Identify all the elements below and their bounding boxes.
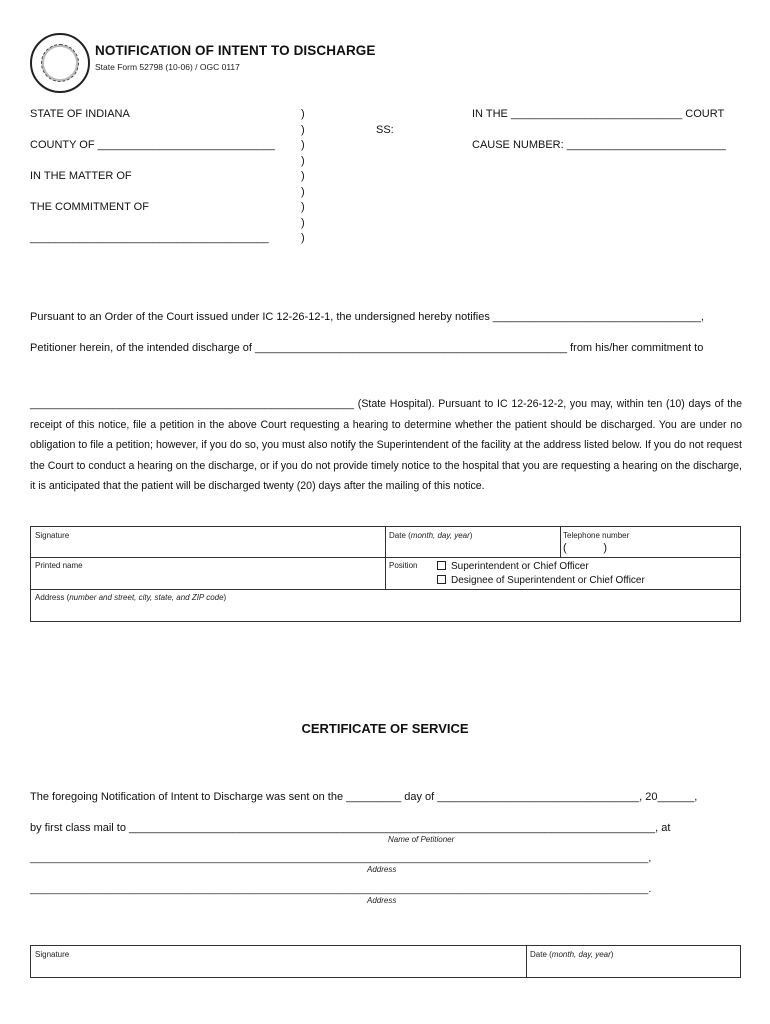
certificate-signature-field[interactable]: Signature (35, 950, 70, 959)
caption-name-line: _______________________________________ (30, 232, 269, 244)
date-field[interactable]: Date (month, day, year) (389, 531, 473, 540)
position-option-designee[interactable]: Designee of Superintendent or Chief Officer (437, 575, 645, 586)
state-seal-icon (30, 33, 90, 93)
signature-table (30, 526, 741, 622)
caption-paren: ) (301, 232, 305, 244)
body-line-1: Pursuant to an Order of the Court issued under IC 12-26-12-1, the undersigned hereby notifies __________________________________, (30, 311, 704, 323)
caption-paren: ) (301, 155, 305, 167)
certificate-signature-table (30, 945, 741, 978)
caption-paren: ) (301, 139, 305, 151)
caption-paren: ) (301, 170, 305, 182)
phone-area-code[interactable]: ( ) (563, 542, 607, 554)
body-line-2: Petitioner herein, of the intended discharge of ___________________________________________________ from his/her commitment to (30, 342, 704, 354)
checkbox-icon[interactable] (437, 561, 446, 570)
position-label: Position (389, 561, 418, 570)
caption-paren: ) (301, 201, 305, 213)
caption-state: STATE OF INDIANA (30, 108, 130, 120)
caption-court: IN THE ____________________________ COURT (472, 108, 725, 120)
checkbox-icon[interactable] (437, 575, 446, 584)
certificate-title: CERTIFICATE OF SERVICE (301, 721, 469, 736)
certificate-line-2: by first class mail to ______________________________________________________________________________________, at (30, 822, 671, 834)
telephone-field[interactable]: Telephone number (563, 531, 630, 540)
caption-ss: SS: (376, 124, 394, 136)
caption-paren: ) (301, 186, 305, 198)
address-label-1: Address (367, 865, 397, 874)
signature-field[interactable]: Signature (35, 531, 70, 540)
address-field[interactable]: Address (number and street, city, state, and ZIP code) (35, 593, 227, 602)
caption-matter: IN THE MATTER OF (30, 170, 132, 182)
certificate-date-field[interactable]: Date (month, day, year) (530, 950, 614, 959)
body-paragraph: _______________________________________________________ (State Hospital). Pursuant to IC 12-26-12-2, you may, within ten (10) days of the receipt of this notice, file a petition in the above Court requesting a hearing to determine whether the patient should be discharged. You are under no obligation to file a petition; however, if you do so, you must also notify the Superintendent of the facility at the address listed below. If you do not request the Court to conduct a hearing on the discharge, or if you do not provide timely notice to the hospital that you are requesting a hearing on the discharge, it is anticipated that the patient will be discharged twenty (20) days after the mailing of this notice. (30, 398, 742, 492)
address-line-2: ___________________________________________________________________________________________________________. (30, 884, 652, 895)
caption-county: COUNTY OF _____________________________ (30, 139, 276, 151)
name-of-petitioner-label: Name of Petitioner (388, 835, 455, 844)
form-title: NOTIFICATION OF INTENT TO DISCHARGE (95, 43, 376, 58)
caption-paren: ) (301, 217, 305, 229)
caption-commitment: THE COMMITMENT OF (30, 201, 149, 213)
address-label-2: Address (367, 896, 397, 905)
caption-cause-number: CAUSE NUMBER: __________________________ (472, 139, 726, 151)
caption-paren: ) (301, 108, 305, 120)
address-line-1: ___________________________________________________________________________________________________________, (30, 853, 652, 864)
form-subtitle: State Form 52798 (10-06) / OGC 0117 (95, 62, 240, 72)
caption-paren: ) (301, 124, 305, 136)
position-option-superintendent[interactable]: Superintendent or Chief Officer (437, 561, 589, 572)
certificate-line-1: The foregoing Notification of Intent to Discharge was sent on the _________ day of _________________________________, 20______, (30, 791, 698, 803)
printed-name-field[interactable]: Printed name (35, 561, 83, 570)
